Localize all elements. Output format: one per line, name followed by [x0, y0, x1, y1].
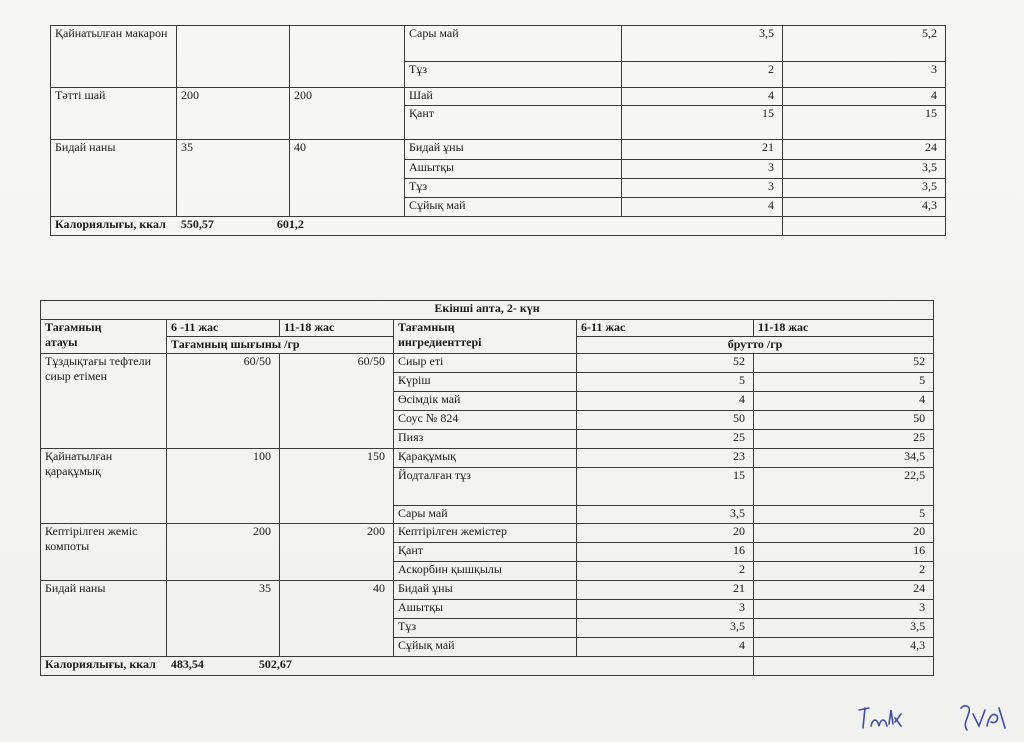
dish-name: Қайнатылған макарон	[51, 26, 177, 88]
dish-name: Тұздықтағы тефтели сиыр етімен	[41, 354, 167, 449]
output-6-11: 200	[177, 88, 290, 140]
brutto-11-18: 3,5	[783, 179, 946, 198]
menu-table-day-1	[50, 25, 946, 236]
header-brutto: брутто /гр	[577, 337, 934, 354]
ingredient-name: Сары май	[405, 26, 622, 62]
brutto-11-18: 3,5	[754, 619, 934, 638]
brutto-6-11: 3	[577, 600, 754, 619]
header-age-11-18-brutto: 11-18 жас	[754, 320, 934, 337]
calorie-label: Калориялығы, ккал	[45, 657, 156, 671]
brutto-11-18: 4,3	[783, 198, 946, 217]
brutto-11-18: 4,3	[754, 638, 934, 657]
title-row	[41, 301, 934, 320]
header-row	[41, 320, 934, 337]
table-row	[41, 449, 934, 468]
brutto-6-11: 25	[577, 430, 754, 449]
output-6-11: 35	[167, 581, 280, 657]
table-row	[41, 581, 934, 600]
header-age-6-11: 6 -11 жас	[167, 320, 280, 337]
ingredient-name: Сары май	[394, 506, 577, 524]
brutto-6-11: 5	[577, 373, 754, 392]
header-output: Тағамның шығыны /гр	[167, 337, 394, 354]
brutto-11-18: 16	[754, 543, 934, 562]
brutto-11-18: 5,2	[783, 26, 946, 62]
ingredient-name: Қант	[405, 106, 622, 140]
calorie-6-11: 483,54	[170, 657, 204, 671]
ingredient-name: Ашытқы	[394, 600, 577, 619]
ingredient-name: Сұйық май	[405, 198, 622, 217]
brutto-6-11: 21	[577, 581, 754, 600]
output-11-18: 40	[290, 140, 405, 217]
signature-1	[855, 700, 915, 734]
table-title: Екінші апта, 2- күн	[41, 301, 934, 320]
brutto-6-11: 3	[622, 179, 783, 198]
output-6-11: 35	[177, 140, 290, 217]
brutto-11-18: 50	[754, 411, 934, 430]
dish-name: Бидай наны	[51, 140, 177, 217]
table-row	[41, 524, 934, 543]
output-11-18: 200	[290, 88, 405, 140]
ingredient-name: Йодталған тұз	[394, 468, 577, 506]
brutto-11-18: 4	[754, 392, 934, 411]
ingredient-name: Соус № 824	[394, 411, 577, 430]
ingredient-name: Күріш	[394, 373, 577, 392]
dish-name: Тәтті шай	[51, 88, 177, 140]
ingredient-name: Тұз	[405, 62, 622, 88]
brutto-6-11: 52	[577, 354, 754, 373]
brutto-6-11: 4	[622, 88, 783, 106]
brutto-6-11: 16	[577, 543, 754, 562]
output-6-11: 100	[167, 449, 280, 524]
calorie-cell	[41, 657, 754, 676]
output-6-11	[177, 26, 290, 88]
brutto-11-18: 22,5	[754, 468, 934, 506]
ingredient-name: Шай	[405, 88, 622, 106]
brutto-11-18: 20	[754, 524, 934, 543]
brutto-6-11: 15	[622, 106, 783, 140]
table-row	[51, 26, 946, 62]
dish-name: Бидай наны	[41, 581, 167, 657]
output-11-18: 150	[280, 449, 394, 524]
ingredient-name: Ашытқы	[405, 160, 622, 179]
header-ingredients: Тағамның ингредиенттері	[394, 320, 577, 354]
calorie-row	[51, 217, 946, 236]
brutto-11-18: 3	[754, 600, 934, 619]
brutto-6-11: 3,5	[577, 619, 754, 638]
brutto-6-11: 2	[622, 62, 783, 88]
brutto-6-11: 4	[577, 638, 754, 657]
calorie-label: Калориялығы, ккал	[55, 217, 166, 231]
brutto-6-11: 2	[577, 562, 754, 581]
brutto-6-11: 3	[622, 160, 783, 179]
brutto-6-11: 15	[577, 468, 754, 506]
brutto-6-11: 23	[577, 449, 754, 468]
ingredient-name: Қант	[394, 543, 577, 562]
brutto-11-18: 5	[754, 506, 934, 524]
ingredient-name: Кептірілген жемістер	[394, 524, 577, 543]
calorie-11-18: 502,67	[258, 657, 292, 671]
dish-name: Қайнатылған қарақұмық	[41, 449, 167, 524]
output-11-18: 200	[280, 524, 394, 581]
ingredient-name: Пияз	[394, 430, 577, 449]
output-11-18: 40	[280, 581, 394, 657]
ingredient-name: Аскорбин қышқылы	[394, 562, 577, 581]
calorie-row	[41, 657, 934, 676]
brutto-6-11: 3,5	[577, 506, 754, 524]
header-dish-name: Тағамның атауы	[41, 320, 167, 354]
brutto-11-18: 15	[783, 106, 946, 140]
ingredient-name: Тұз	[394, 619, 577, 638]
output-11-18: 60/50	[280, 354, 394, 449]
ingredient-name: Сиыр еті	[394, 354, 577, 373]
brutto-11-18: 5	[754, 373, 934, 392]
brutto-6-11: 4	[622, 198, 783, 217]
brutto-11-18: 34,5	[754, 449, 934, 468]
brutto-11-18: 3	[783, 62, 946, 88]
ingredient-name: Бидай ұны	[405, 140, 622, 160]
menu-table-week-2-day-2	[40, 300, 934, 676]
brutto-11-18: 25	[754, 430, 934, 449]
table-row	[41, 354, 934, 373]
output-6-11: 60/50	[167, 354, 280, 449]
dish-name: Кептірілген жеміс компоты	[41, 524, 167, 581]
brutto-6-11: 3,5	[622, 26, 783, 62]
ingredient-name: Сұйық май	[394, 638, 577, 657]
ingredient-name: Қарақұмық	[394, 449, 577, 468]
empty-cell	[783, 217, 946, 236]
brutto-6-11: 50	[577, 411, 754, 430]
calorie-cell	[51, 217, 783, 236]
brutto-11-18: 24	[754, 581, 934, 600]
brutto-11-18: 4	[783, 88, 946, 106]
table-row	[51, 140, 946, 160]
brutto-6-11: 4	[577, 392, 754, 411]
ingredient-name: Бидай ұны	[394, 581, 577, 600]
calorie-6-11: 550,57	[180, 217, 214, 231]
signature-2	[955, 698, 1015, 738]
brutto-6-11: 20	[577, 524, 754, 543]
header-age-11-18: 11-18 жас	[280, 320, 394, 337]
brutto-11-18: 2	[754, 562, 934, 581]
header-age-6-11-brutto: 6-11 жас	[577, 320, 754, 337]
calorie-11-18: 601,2	[276, 217, 304, 231]
ingredient-name: Өсімдік май	[394, 392, 577, 411]
output-11-18	[290, 26, 405, 88]
brutto-6-11: 21	[622, 140, 783, 160]
brutto-11-18: 52	[754, 354, 934, 373]
brutto-11-18: 24	[783, 140, 946, 160]
ingredient-name: Тұз	[405, 179, 622, 198]
table-row	[51, 88, 946, 106]
empty-cell	[754, 657, 934, 676]
output-6-11: 200	[167, 524, 280, 581]
brutto-11-18: 3,5	[783, 160, 946, 179]
